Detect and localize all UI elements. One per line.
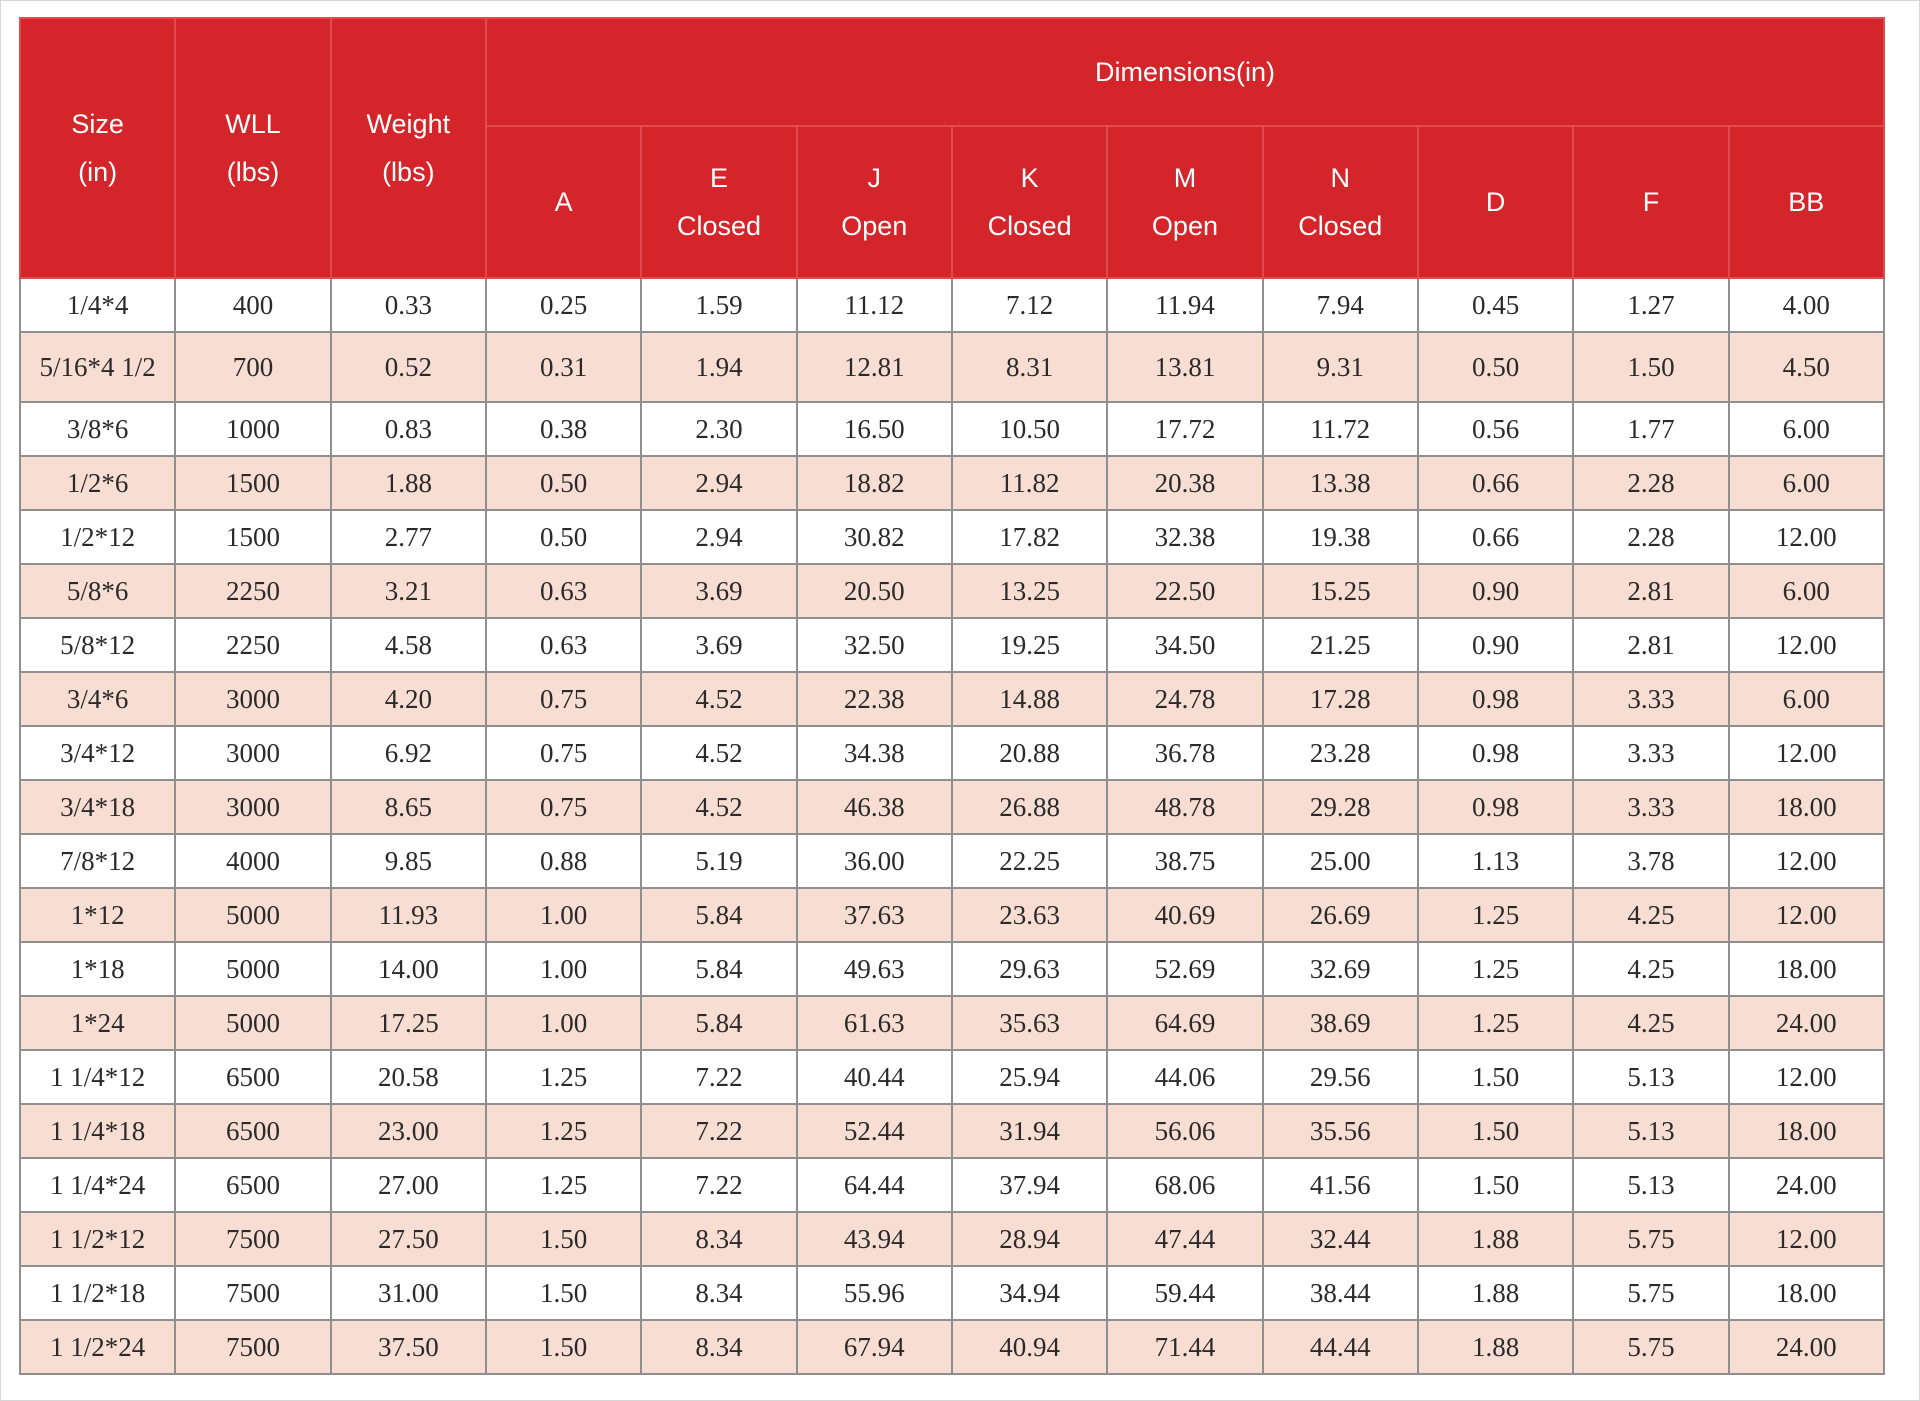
table-cell: 4.52 [641,672,796,726]
table-cell: 21.25 [1263,618,1418,672]
table-cell: 47.44 [1107,1212,1262,1266]
table-cell: 36.78 [1107,726,1262,780]
table-cell: 5.75 [1573,1212,1728,1266]
table-cell: 7.94 [1263,278,1418,332]
table-cell: 64.44 [797,1158,952,1212]
table-cell: 0.31 [486,332,641,402]
table-cell: 4000 [175,834,330,888]
table-cell: 37.50 [331,1320,486,1374]
table-cell: 7500 [175,1266,330,1320]
table-cell: 700 [175,332,330,402]
header-dim-n: N Closed [1263,126,1418,278]
table-cell: 0.63 [486,618,641,672]
table-cell: 0.75 [486,672,641,726]
table-cell: 23.63 [952,888,1107,942]
table-cell: 38.75 [1107,834,1262,888]
table-cell: 5.75 [1573,1266,1728,1320]
table-cell: 8.31 [952,332,1107,402]
table-cell: 46.38 [797,780,952,834]
table-cell: 0.52 [331,332,486,402]
table-row [20,402,1884,456]
table-cell: 1.25 [486,1158,641,1212]
table-cell: 5.84 [641,996,796,1050]
table-cell: 5.13 [1573,1158,1728,1212]
table-row [20,672,1884,726]
table-cell: 1.88 [1418,1266,1573,1320]
table-cell: 2.77 [331,510,486,564]
table-cell: 1.25 [1418,888,1573,942]
table-cell: 0.38 [486,402,641,456]
table-cell: 4.20 [331,672,486,726]
table-cell: 1 1/4*12 [20,1050,175,1104]
table-cell: 3.69 [641,618,796,672]
table-row [20,456,1884,510]
table-cell: 52.44 [797,1104,952,1158]
header-dimensions: Dimensions(in) [486,18,1884,126]
table-cell: 2.28 [1573,510,1728,564]
header-dim-bb: BB [1729,126,1884,278]
table-cell: 27.00 [331,1158,486,1212]
table-cell: 12.00 [1729,834,1884,888]
table-cell: 1 1/4*24 [20,1158,175,1212]
table-cell: 5.19 [641,834,796,888]
table-cell: 71.44 [1107,1320,1262,1374]
table-cell: 5/8*12 [20,618,175,672]
table-cell: 4.52 [641,726,796,780]
table-cell: 19.38 [1263,510,1418,564]
table-cell: 6500 [175,1158,330,1212]
table-cell: 13.38 [1263,456,1418,510]
table-cell: 17.28 [1263,672,1418,726]
table-row [20,996,1884,1050]
table-cell: 0.45 [1418,278,1573,332]
table-cell: 1.88 [331,456,486,510]
table-cell: 31.00 [331,1266,486,1320]
table-cell: 30.82 [797,510,952,564]
table-cell: 4.52 [641,780,796,834]
table-row [20,1104,1884,1158]
table-cell: 59.44 [1107,1266,1262,1320]
table-row [20,278,1884,332]
table-cell: 8.34 [641,1320,796,1374]
table-cell: 1.88 [1418,1212,1573,1266]
table-cell: 0.56 [1418,402,1573,456]
table-cell: 6.92 [331,726,486,780]
table-cell: 0.98 [1418,780,1573,834]
table-cell: 1.50 [1418,1104,1573,1158]
table-cell: 4.25 [1573,888,1728,942]
table-cell: 26.69 [1263,888,1418,942]
table-cell: 4.25 [1573,942,1728,996]
table-row [20,618,1884,672]
table-cell: 24.00 [1729,1158,1884,1212]
table-cell: 12.81 [797,332,952,402]
table-cell: 34.38 [797,726,952,780]
table-cell: 1*24 [20,996,175,1050]
header-dim-f: F [1573,126,1728,278]
table-cell: 0.66 [1418,456,1573,510]
table-cell: 40.69 [1107,888,1262,942]
table-cell: 24.00 [1729,996,1884,1050]
table-cell: 5000 [175,996,330,1050]
table-cell: 1 1/4*18 [20,1104,175,1158]
table-cell: 0.75 [486,726,641,780]
table-row [20,888,1884,942]
header-dim-m: M Open [1107,126,1262,278]
table-cell: 35.56 [1263,1104,1418,1158]
table-cell: 44.06 [1107,1050,1262,1104]
table-cell: 3.33 [1573,780,1728,834]
table-cell: 6.00 [1729,564,1884,618]
table-cell: 13.25 [952,564,1107,618]
header-weight: Weight (lbs) [331,18,486,278]
table-cell: 3/8*6 [20,402,175,456]
table-cell: 31.94 [952,1104,1107,1158]
table-cell: 0.50 [486,456,641,510]
table-cell: 38.69 [1263,996,1418,1050]
table-cell: 4.00 [1729,278,1884,332]
table-cell: 4.58 [331,618,486,672]
table-cell: 3000 [175,672,330,726]
table-row [20,942,1884,996]
table-cell: 7.22 [641,1050,796,1104]
table-cell: 23.00 [331,1104,486,1158]
table-cell: 0.83 [331,402,486,456]
table-cell: 15.25 [1263,564,1418,618]
table-cell: 12.00 [1729,1050,1884,1104]
table-cell: 23.28 [1263,726,1418,780]
table-cell: 1.00 [486,888,641,942]
table-cell: 3000 [175,780,330,834]
table-cell: 6500 [175,1104,330,1158]
table-cell: 7.22 [641,1104,796,1158]
table-cell: 32.50 [797,618,952,672]
header-dim-e: E Closed [641,126,796,278]
table-cell: 32.38 [1107,510,1262,564]
table-cell: 52.69 [1107,942,1262,996]
table-cell: 0.98 [1418,672,1573,726]
table-cell: 20.58 [331,1050,486,1104]
table-cell: 12.00 [1729,888,1884,942]
table-cell: 1.00 [486,942,641,996]
table-cell: 35.63 [952,996,1107,1050]
table-cell: 3.33 [1573,672,1728,726]
table-cell: 12.00 [1729,510,1884,564]
table-row [20,1158,1884,1212]
table-cell: 1/2*6 [20,456,175,510]
table-row [20,564,1884,618]
table-cell: 3.69 [641,564,796,618]
table-cell: 1.88 [1418,1320,1573,1374]
table-cell: 0.75 [486,780,641,834]
table-cell: 9.31 [1263,332,1418,402]
table-cell: 25.94 [952,1050,1107,1104]
table-cell: 13.81 [1107,332,1262,402]
table-cell: 26.88 [952,780,1107,834]
table-cell: 20.50 [797,564,952,618]
table-cell: 38.44 [1263,1266,1418,1320]
table-cell: 0.98 [1418,726,1573,780]
table-row [20,1266,1884,1320]
table-cell: 14.00 [331,942,486,996]
table-cell: 25.00 [1263,834,1418,888]
table-cell: 2250 [175,564,330,618]
table-cell: 11.93 [331,888,486,942]
table-row [20,510,1884,564]
table-cell: 27.50 [331,1212,486,1266]
table-cell: 29.56 [1263,1050,1418,1104]
table-cell: 1.94 [641,332,796,402]
table-cell: 20.88 [952,726,1107,780]
table-cell: 49.63 [797,942,952,996]
table-cell: 32.69 [1263,942,1418,996]
table-cell: 5.84 [641,888,796,942]
table-cell: 17.82 [952,510,1107,564]
table-cell: 4.25 [1573,996,1728,1050]
table-cell: 6.00 [1729,402,1884,456]
table-cell: 55.96 [797,1266,952,1320]
table-cell: 2.81 [1573,564,1728,618]
table-cell: 18.82 [797,456,952,510]
table-cell: 20.38 [1107,456,1262,510]
table-cell: 1.27 [1573,278,1728,332]
table-cell: 11.12 [797,278,952,332]
table-cell: 10.50 [952,402,1107,456]
table-cell: 1.50 [1418,1158,1573,1212]
table-cell: 11.82 [952,456,1107,510]
table-cell: 3.33 [1573,726,1728,780]
table-cell: 3/4*6 [20,672,175,726]
table-cell: 0.63 [486,564,641,618]
table-row [20,726,1884,780]
table-cell: 6.00 [1729,672,1884,726]
table-cell: 0.50 [1418,332,1573,402]
table-cell: 5000 [175,888,330,942]
table-cell: 18.00 [1729,1266,1884,1320]
table-cell: 1.59 [641,278,796,332]
table-cell: 0.50 [486,510,641,564]
header-dim-j: J Open [797,126,952,278]
table-cell: 36.00 [797,834,952,888]
table-cell: 8.34 [641,1266,796,1320]
table-cell: 1.00 [486,996,641,1050]
table-cell: 8.65 [331,780,486,834]
table-cell: 5000 [175,942,330,996]
table-row [20,1050,1884,1104]
table-cell: 7.22 [641,1158,796,1212]
table-cell: 3000 [175,726,330,780]
table-cell: 40.94 [952,1320,1107,1374]
table-cell: 1.13 [1418,834,1573,888]
table-cell: 3/4*12 [20,726,175,780]
table-cell: 1.25 [1418,996,1573,1050]
spec-table [19,17,1885,1375]
table-cell: 7.12 [952,278,1107,332]
table-cell: 8.34 [641,1212,796,1266]
table-cell: 0.88 [486,834,641,888]
table-cell: 5.84 [641,942,796,996]
table-cell: 1/4*4 [20,278,175,332]
table-cell: 1.25 [486,1050,641,1104]
table-cell: 11.72 [1263,402,1418,456]
table-cell: 4.50 [1729,332,1884,402]
table-row [20,1212,1884,1266]
table-cell: 12.00 [1729,618,1884,672]
table-cell: 7/8*12 [20,834,175,888]
table-cell: 5/16*4 1/2 [20,332,175,402]
table-cell: 43.94 [797,1212,952,1266]
table-cell: 3/4*18 [20,780,175,834]
table-row [20,834,1884,888]
table-cell: 1*12 [20,888,175,942]
table-cell: 0.66 [1418,510,1573,564]
table-cell: 22.25 [952,834,1107,888]
table-cell: 2250 [175,618,330,672]
header-wll: WLL (lbs) [175,18,330,278]
table-cell: 22.38 [797,672,952,726]
table-row [20,332,1884,402]
table-cell: 1 1/2*18 [20,1266,175,1320]
table-cell: 3.78 [1573,834,1728,888]
table-cell: 1*18 [20,942,175,996]
table-cell: 5.13 [1573,1050,1728,1104]
table-cell: 2.30 [641,402,796,456]
header-row-top [20,18,1884,126]
table-cell: 64.69 [1107,996,1262,1050]
table-cell: 400 [175,278,330,332]
table-cell: 2.94 [641,510,796,564]
table-cell: 41.56 [1263,1158,1418,1212]
table-cell: 2.28 [1573,456,1728,510]
table-cell: 1 1/2*24 [20,1320,175,1374]
table-cell: 28.94 [952,1212,1107,1266]
table-cell: 29.28 [1263,780,1418,834]
table-cell: 17.72 [1107,402,1262,456]
table-cell: 3.21 [331,564,486,618]
table-cell: 1.50 [1418,1050,1573,1104]
table-cell: 17.25 [331,996,486,1050]
table-cell: 44.44 [1263,1320,1418,1374]
table-cell: 24.78 [1107,672,1262,726]
table-cell: 1500 [175,510,330,564]
table-cell: 12.00 [1729,726,1884,780]
table-cell: 1000 [175,402,330,456]
table-row [20,780,1884,834]
table-cell: 2.94 [641,456,796,510]
table-cell: 1.50 [486,1320,641,1374]
table-cell: 1500 [175,456,330,510]
table-cell: 19.25 [952,618,1107,672]
table-cell: 1.50 [486,1212,641,1266]
table-cell: 68.06 [1107,1158,1262,1212]
table-cell: 16.50 [797,402,952,456]
table-cell: 11.94 [1107,278,1262,332]
table-cell: 29.63 [952,942,1107,996]
table-cell: 1 1/2*12 [20,1212,175,1266]
table-cell: 24.00 [1729,1320,1884,1374]
table-cell: 1/2*12 [20,510,175,564]
table-cell: 2.81 [1573,618,1728,672]
table-cell: 1.25 [1418,942,1573,996]
table-cell: 1.50 [486,1266,641,1320]
table-cell: 18.00 [1729,780,1884,834]
table-cell: 1.77 [1573,402,1728,456]
table-cell: 0.90 [1418,564,1573,618]
table-cell: 0.25 [486,278,641,332]
header-dim-k: K Closed [952,126,1107,278]
table-cell: 5.75 [1573,1320,1728,1374]
table-cell: 0.90 [1418,618,1573,672]
table-cell: 6.00 [1729,456,1884,510]
table-cell: 1.50 [1573,332,1728,402]
header-size: Size (in) [20,18,175,278]
table-cell: 7500 [175,1212,330,1266]
table-cell: 48.78 [1107,780,1262,834]
table-cell: 9.85 [331,834,486,888]
table-cell: 34.50 [1107,618,1262,672]
table-cell: 61.63 [797,996,952,1050]
table-cell: 1.25 [486,1104,641,1158]
table-cell: 34.94 [952,1266,1107,1320]
table-cell: 56.06 [1107,1104,1262,1158]
table-cell: 40.44 [797,1050,952,1104]
table-cell: 37.63 [797,888,952,942]
table-cell: 14.88 [952,672,1107,726]
table-cell: 5/8*6 [20,564,175,618]
table-body [20,278,1884,1374]
table-cell: 67.94 [797,1320,952,1374]
header-dim-d: D [1418,126,1573,278]
table-cell: 0.33 [331,278,486,332]
table-cell: 22.50 [1107,564,1262,618]
table-cell: 6500 [175,1050,330,1104]
table-cell: 18.00 [1729,1104,1884,1158]
table-cell: 32.44 [1263,1212,1418,1266]
table-cell: 5.13 [1573,1104,1728,1158]
table-cell: 37.94 [952,1158,1107,1212]
table-cell: 7500 [175,1320,330,1374]
table-header [20,18,1884,278]
table-cell: 18.00 [1729,942,1884,996]
header-dim-a: A [486,126,641,278]
table-cell: 12.00 [1729,1212,1884,1266]
table-row [20,1320,1884,1374]
